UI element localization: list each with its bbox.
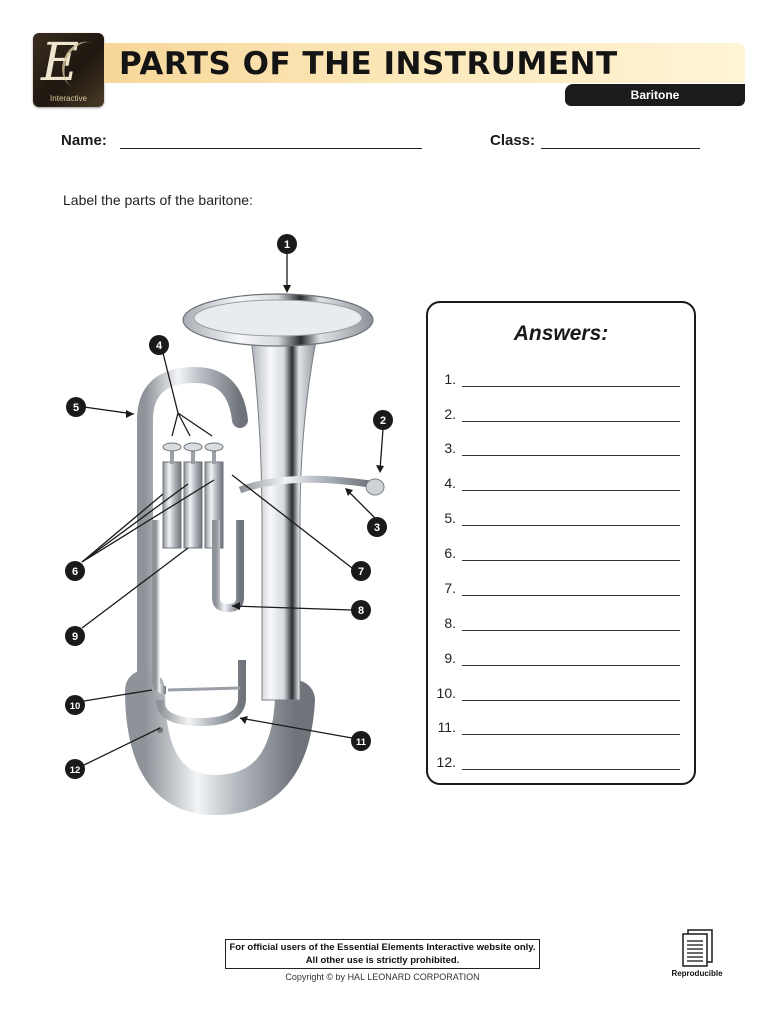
answer-row-2[interactable] (436, 406, 682, 426)
answer-line[interactable] (462, 700, 680, 701)
callout-3 (367, 517, 387, 537)
callout-1-label: 1 (283, 239, 291, 251)
answer-row-9[interactable] (436, 650, 682, 670)
answer-line[interactable] (462, 595, 680, 596)
copyright-text: Copyright © by HAL LEONARD CORPORATION (285, 972, 480, 982)
instrument-image (145, 294, 387, 795)
callout-7 (351, 561, 371, 581)
answer-number: 6. (444, 545, 456, 561)
instrument-subtitle: Baritone (630, 88, 680, 102)
instructions-text: Label the parts of the baritone: (63, 192, 253, 208)
callout-5-label: 5 (72, 402, 80, 414)
page-title: PARTS OF THE INSTRUMENT (119, 46, 618, 82)
callout-2-label: 2 (379, 415, 387, 427)
answer-line[interactable] (462, 665, 680, 666)
answer-line[interactable] (462, 630, 680, 631)
usage-notice-line-1: For official users of the Essential Elements Interactive website only. (229, 942, 536, 953)
answer-line[interactable] (462, 560, 680, 561)
answer-row-1[interactable] (436, 371, 682, 391)
callout-3-label: 3 (373, 522, 381, 534)
answer-number: 7. (444, 580, 456, 596)
usage-notice-line-2: All other use is strictly prohibited. (305, 955, 460, 966)
callout-10 (65, 695, 85, 715)
answer-line[interactable] (462, 525, 680, 526)
logo-text: Interactive (50, 94, 87, 103)
answer-line[interactable] (462, 769, 680, 770)
callout-12-label: 12 (69, 765, 81, 776)
callout-6-label: 6 (71, 566, 79, 578)
callout-10-label: 10 (69, 701, 81, 712)
answer-line[interactable] (462, 734, 680, 735)
answer-row-6[interactable] (436, 545, 682, 565)
reproducible-label: Reproducible (671, 969, 723, 978)
callout-12 (65, 759, 85, 779)
callout-11-label: 11 (355, 737, 367, 748)
callout-7-label: 7 (357, 566, 365, 578)
reproducible-icon (680, 929, 716, 969)
answer-row-7[interactable] (436, 580, 682, 600)
answers-title: Answers: (513, 322, 609, 345)
answer-line[interactable] (462, 490, 680, 491)
answer-line[interactable] (462, 455, 680, 456)
answer-number: 12. (436, 754, 456, 770)
answer-number: 9. (444, 650, 456, 666)
class-label: Class: (490, 132, 536, 149)
answer-number: 2. (444, 406, 456, 422)
callout-2 (373, 410, 393, 430)
answer-row-11[interactable] (436, 719, 682, 739)
callout-8-label: 8 (357, 605, 365, 617)
logo-e-glyph: E (41, 33, 79, 93)
answer-number: 8. (444, 615, 456, 631)
answer-line[interactable] (462, 421, 680, 422)
callout-4 (149, 335, 169, 355)
callout-1 (277, 234, 297, 254)
callout-8 (351, 600, 371, 620)
answer-row-5[interactable] (436, 510, 682, 530)
answer-number: 5. (444, 510, 456, 526)
answer-number: 4. (444, 475, 456, 491)
answer-row-12[interactable] (436, 754, 682, 774)
name-label: Name: (61, 132, 107, 149)
answer-row-8[interactable] (436, 615, 682, 635)
answer-number: 10. (436, 685, 456, 701)
callout-6 (65, 561, 85, 581)
answer-row-3[interactable] (436, 440, 682, 460)
answer-number: 1. (444, 371, 456, 387)
callout-5 (66, 397, 86, 417)
callout-4-label: 4 (155, 340, 163, 352)
answer-line[interactable] (462, 386, 680, 387)
callout-11 (351, 731, 371, 751)
answer-number: 11. (437, 719, 456, 735)
answer-number: 3. (444, 440, 456, 456)
callout-9-label: 9 (71, 631, 79, 643)
answer-row-4[interactable] (436, 475, 682, 495)
callout-9 (65, 626, 85, 646)
answer-row-10[interactable] (436, 685, 682, 705)
